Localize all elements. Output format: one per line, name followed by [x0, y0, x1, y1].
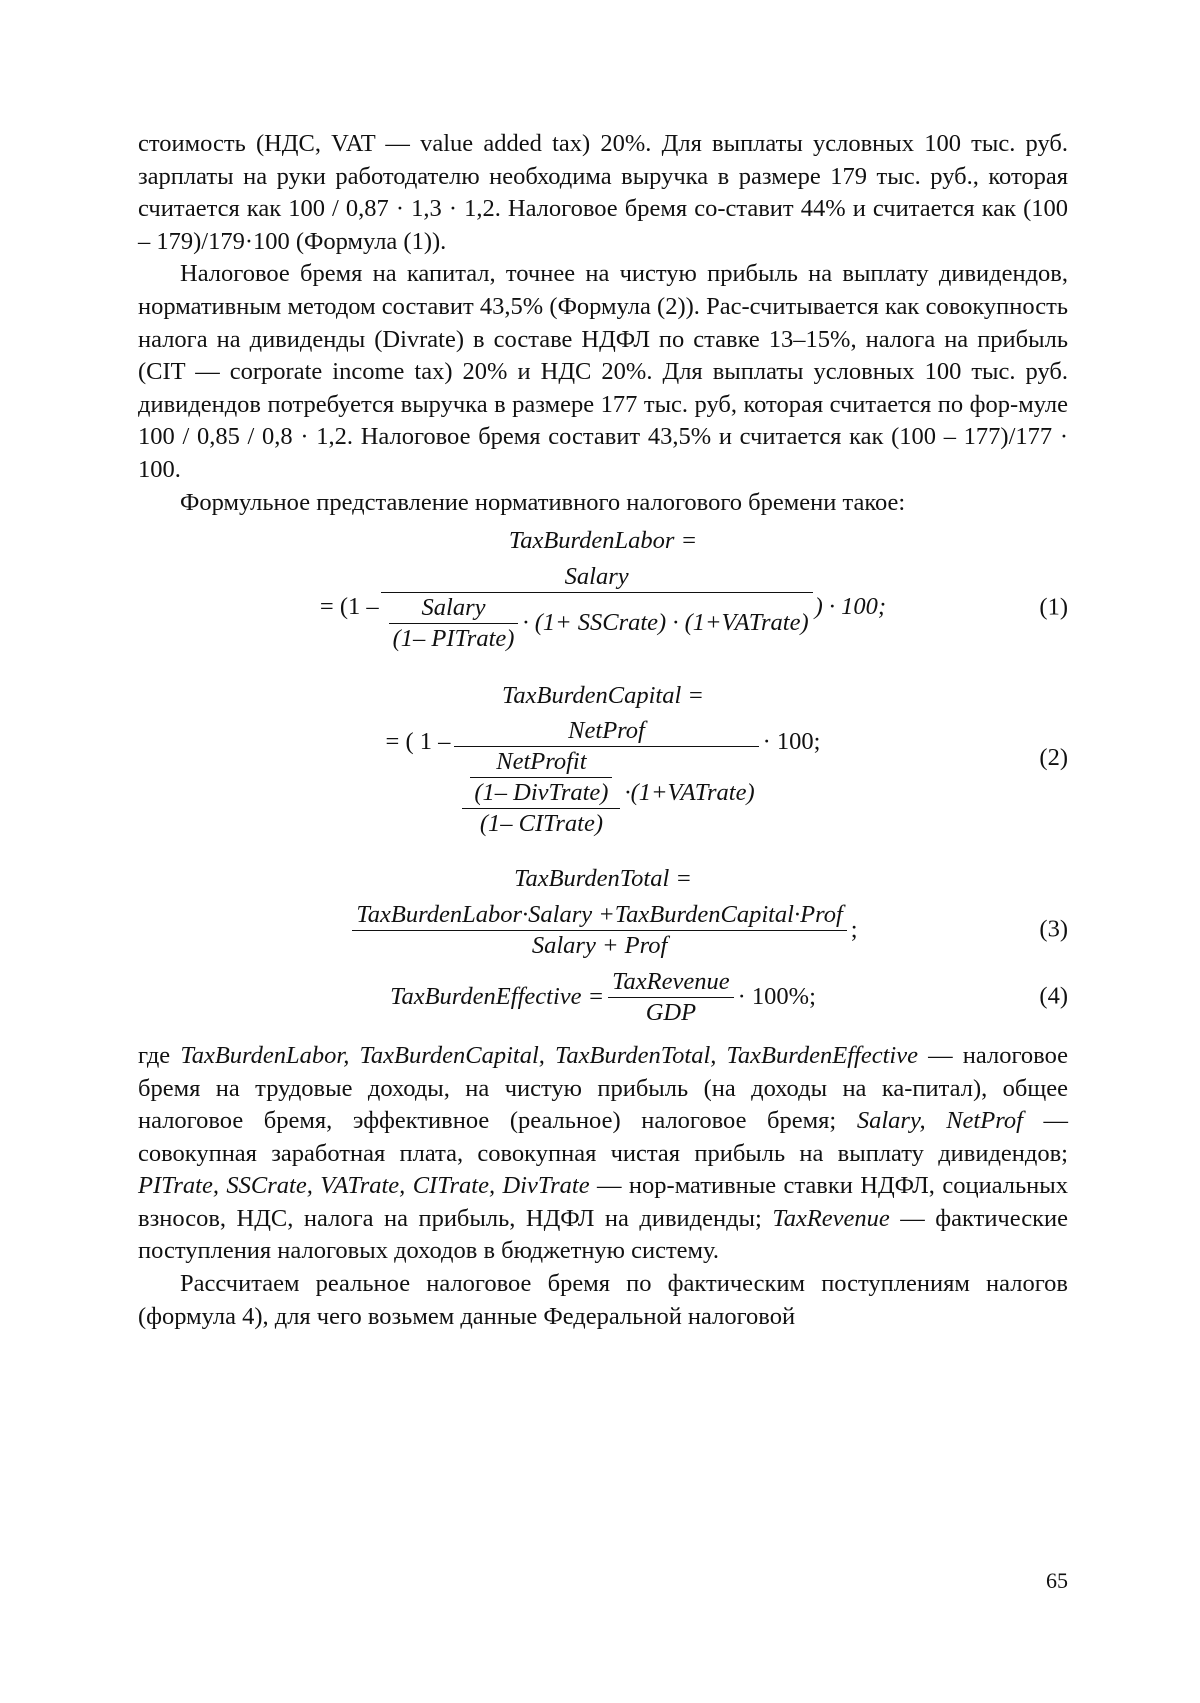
where-vars-1: TaxBurdenLabor, TaxBurdenCapital, TaxBurdenTotal, TaxBurdenEffective — [180, 1041, 918, 1069]
formula-2-title: TaxBurdenCapital = — [502, 681, 704, 709]
formula-2-numerator: NetProf — [568, 717, 645, 745]
paragraph-1: стоимость (НДС, VAT — value added tax) 20%. Для выплаты условных 100 тыс. руб. зарплаты на руки работодателю необходима выручка в размере 179 тыс. руб., которая считается как 100 / 0,87 · 1,3 · 1,2. Налоговое бремя со-ставит 44% и считается как (100 – 179)/179·100 (Формула (1)). — [138, 130, 1068, 255]
formula-1-prefix: = (1 – — [319, 593, 379, 621]
formula-2-number: (2) — [1039, 744, 1068, 772]
formula-2-inner-top-numerator: NetProfit — [496, 748, 587, 776]
formula-4-numerator: TaxRevenue — [612, 967, 730, 995]
formula-3 — [138, 863, 1068, 961]
formula-2-inner-denominator: (1– CITrate) — [479, 810, 604, 838]
formula-3-denominator: Salary + Prof — [531, 931, 668, 959]
paragraph-3: Формульное представление нормативного налогового бремени такое: — [180, 488, 906, 516]
formula-1-inner-denominator: (1– PITrate) — [392, 624, 515, 652]
formula-1-suffix: ) · 100; — [814, 593, 887, 621]
formula-3-number: (3) — [1039, 916, 1068, 944]
last-paragraph: Рассчитаем реальное налоговое бремя по фактическим поступлениям налогов (формула 4), для чего возьмем данные Федеральной налоговой — [138, 1270, 1068, 1330]
where-vars-2: Salary, NetProf — [856, 1107, 1023, 1135]
formula-1 — [138, 525, 1068, 654]
page-number: 65 — [1046, 1568, 1068, 1593]
formula-1-inner-numerator: Salary — [421, 593, 486, 621]
formula-2-inner-top-denominator: (1– DivTrate) — [474, 779, 609, 807]
where-text-1: — налоговое бремя на трудовые доходы, на чистую прибыль (на доходы на ка-питал), общее налоговое бремя, эффективное (реальное) налоговое бремя; — [138, 1041, 1068, 1135]
formula-4-denominator: GDP — [645, 998, 697, 1026]
where-text-3: — нор-мативные ставки НДФЛ, социальных взносов, НДС, налога на прибыль, НДФЛ на дивиденды; — [138, 1172, 1068, 1232]
formula-2 — [138, 680, 1068, 840]
formula-3-title: TaxBurdenTotal = — [514, 865, 692, 893]
where-vars-3: PITrate, SSCrate, VATrate, CITrate, DivTrate — [138, 1172, 590, 1200]
formula-4-suffix: · 100%; — [737, 983, 816, 1011]
where-lead: где — [138, 1041, 181, 1069]
formula-4-lhs: TaxBurdenEffective = — [390, 983, 605, 1011]
where-text-2: — совокупная заработная плата, совокупная чистая прибыль на выплату дивидендов; — [138, 1107, 1069, 1167]
formula-1-title: TaxBurdenLabor = — [508, 527, 698, 555]
where-vars-4: TaxRevenue — [772, 1204, 890, 1232]
paragraph-2: Налоговое бремя на капитал, точнее на чистую прибыль на выплату дивидендов, нормативным методом составит 43,5% (Формула (2)). Рас-считывается как совокупность налога на дивиденды (Divrate) в составе НДФЛ по ставке 13–15%, налога на прибыль (CIT — corporate income tax) 20% и НДС 20%. Для выплаты условных 100 тыс. руб. дивидендов потребуется выручка в размере 177 тыс. руб, которая считается по фор-муле 100 / 0,85 / 0,8 · 1,2. Налоговое бремя составит 43,5% и считается как (100 – 177)/177 · 100. — [138, 260, 1068, 483]
page-body — [138, 128, 1068, 1333]
formula-1-multipliers: · (1+ SSCrate) · (1+VATrate) — [522, 609, 809, 637]
formula-4 — [138, 967, 1068, 1028]
formula-2-prefix: = ( 1 – — [385, 728, 451, 756]
formula-2-suffix: · 100; — [762, 728, 821, 756]
formula-2-multiplier: ·(1+VATrate) — [624, 779, 755, 807]
formula-3-suffix: ; — [850, 916, 858, 944]
formula-1-number: (1) — [1039, 593, 1068, 621]
formula-1-numerator: Salary — [564, 562, 629, 590]
formula-4-number: (4) — [1039, 983, 1068, 1011]
where-text-4: — фактические поступления налоговых доходов в бюджетную систему. — [138, 1204, 1068, 1265]
where-paragraph — [138, 1040, 1068, 1268]
formula-3-numerator: TaxBurdenLabor·Salary +TaxBurdenCapital·Prof — [356, 900, 843, 928]
